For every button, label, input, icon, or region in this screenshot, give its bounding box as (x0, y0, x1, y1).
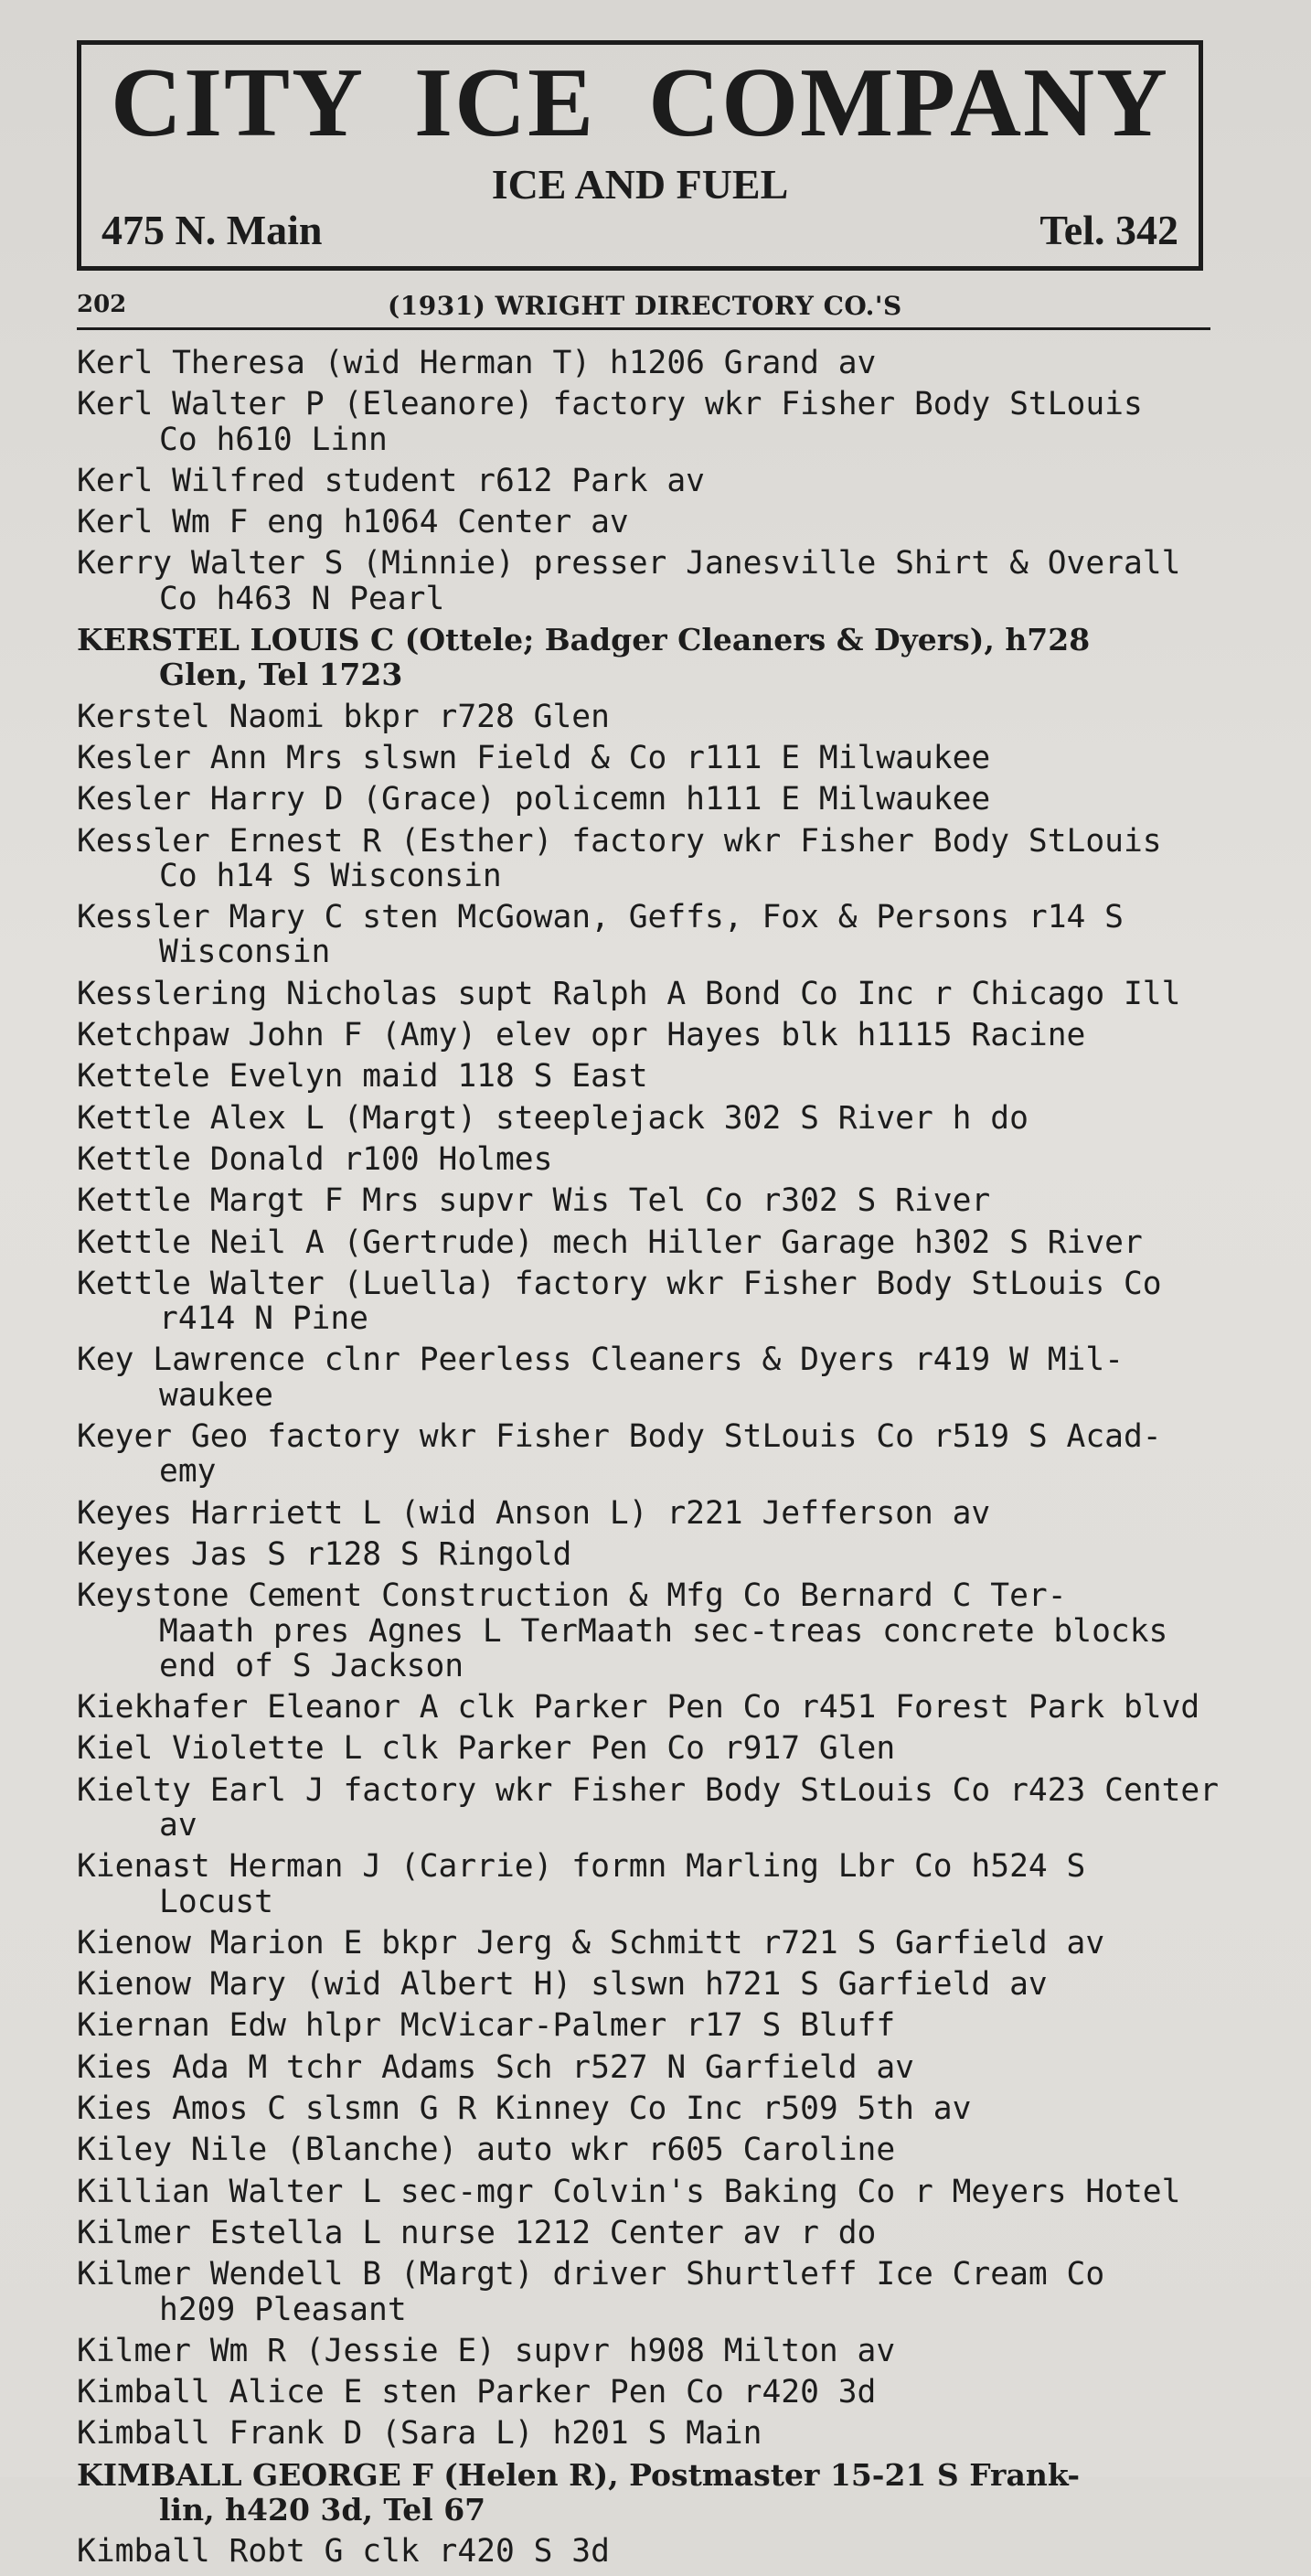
directory-entry (77, 1690, 1214, 1725)
directory-entry (77, 1771, 1220, 1844)
page-number: 202 (77, 291, 127, 318)
directory-entry (77, 623, 1214, 693)
directory-entry (77, 505, 1214, 540)
entry-continuation-line: Co h14 S Wisconsin (159, 857, 502, 894)
entry-line: Kettle Donald r100 Holmes (77, 1140, 553, 1178)
entry-line: Kessler Mary C sten McGowan, Geffs, Fox & Persons r14 S (77, 899, 1124, 936)
running-head: (1931) WRIGHT DIRECTORY CO.'S (388, 291, 902, 321)
entry-line: Keyes Jas S r128 S Ringold (77, 1535, 572, 1573)
entry-line: Kerl Wm F eng h1064 Center av (77, 504, 629, 541)
entry-line: Key Lawrence clnr Peerless Cleaners & Dyers r419 W Mil- (77, 1341, 1124, 1379)
directory-entry (77, 1183, 1214, 1218)
directory-entry (77, 900, 1214, 970)
directory-entry (77, 2216, 1214, 2250)
entry-line: Kesler Ann Mrs slswn Field & Co r111 E Milwaukee (77, 739, 991, 776)
directory-entry (77, 2334, 1214, 2368)
directory-entry (77, 1018, 1214, 1053)
directory-entry (77, 1225, 1214, 1260)
directory-entry (77, 2458, 1214, 2528)
entry-continuation-line: Co h463 N Pearl (159, 580, 445, 617)
entry-line: Kilmer Estella L nurse 1212 Center av r do (77, 2214, 877, 2251)
entry-line: KERSTEL LOUIS C (Ottele; Badger Cleaners & Dyers), h728 (77, 622, 1091, 658)
directory-entry (77, 1926, 1214, 1961)
entry-line: Keystone Cement Construction & Mfg Co Bernard C Ter- (77, 1577, 1067, 1615)
entry-line: Kerry Walter S (Minnie) presser Janesville Shirt & Overall (77, 545, 1181, 583)
directory-entry (77, 546, 1214, 616)
directory-entry (77, 2132, 1214, 2167)
entry-line: Kiernan Edw hlpr McVicar-Palmer r17 S Bluff (77, 2007, 896, 2045)
entry-line: Kettle Alex L (Margt) steeplejack 302 S River h do (77, 1099, 1029, 1137)
entry-line: Kettle Neil A (Gertrude) mech Hiller Garage h302 S River (77, 1224, 1143, 1261)
entry-line: Kimball Robt G clk r420 S 3d (77, 2533, 610, 2571)
entry-line: Kerl Theresa (wid Herman T) h1206 Grand av (77, 345, 877, 381)
directory-entry (77, 700, 1214, 734)
ad-company-name: CITY ICE COMPANY (111, 48, 1169, 157)
directory-entry (77, 824, 1214, 894)
advertisement-box (77, 40, 1203, 271)
entry-line: Kerstel Naomi bkpr r728 Glen (77, 698, 610, 735)
entry-line: Kessler Ernest R (Esther) factory wkr Fisher Body StLouis (77, 822, 1162, 860)
directory-entry (77, 1496, 1214, 1531)
directory-entry (77, 1967, 1214, 2002)
directory-entry (77, 1849, 1214, 1919)
entry-continuation-line: Co h610 Linn (159, 421, 388, 458)
directory-entry (77, 2008, 1214, 2043)
entry-line: Kiel Violette L clk Parker Pen Co r917 Glen (77, 1730, 896, 1768)
entry-line: Kimball Alice E sten Parker Pen Co r420 3d (77, 2374, 877, 2411)
entry-line: Kettele Evelyn maid 118 S East (77, 1058, 648, 1096)
directory-entry (77, 977, 1214, 1011)
directory-entry (77, 346, 1214, 380)
directory-entry (77, 2416, 1214, 2451)
entry-line: Ketchpaw John F (Amy) elev opr Hayes blk h1115 Racine (77, 1017, 1086, 1054)
entry-line: Kilmer Wm R (Jessie E) supvr h908 Milton av (77, 2332, 896, 2369)
entry-line: Kesler Harry D (Grace) policemn h111 E Milwaukee (77, 781, 991, 818)
entry-line: Kerl Walter P (Eleanore) factory wkr Fisher Body StLouis (77, 386, 1143, 423)
directory-entry (77, 782, 1214, 817)
directory-entry (77, 1059, 1214, 1094)
entry-line: Kiekhafer Eleanor A clk Parker Pen Co r451 Forest Park blvd (77, 1689, 1200, 1726)
directory-entry (77, 464, 1214, 498)
entry-line: Kesslering Nicholas supt Ralph A Bond Co Inc r Chicago Ill (77, 975, 1181, 1012)
entry-continuation-line: Maath pres Agnes L TerMaath sec-treas concrete blocks (159, 1612, 1168, 1650)
entry-line: Kienast Herman J (Carrie) formn Marling Lbr Co h524 S (77, 1848, 1086, 1886)
entry-continuation-line: r414 N Pine (159, 1300, 368, 1338)
entry-continuation-line: Locust (159, 1883, 273, 1920)
directory-entry (77, 1142, 1214, 1177)
entry-line: Keyer Geo factory wkr Fisher Body StLouis Co r519 S Acad- (77, 1418, 1162, 1456)
directory-entry (77, 1578, 1214, 1683)
entry-continuation-line: Wisconsin (159, 934, 331, 971)
entry-line: Kienow Mary (wid Albert H) slswn h721 S Garfield av (77, 1966, 1048, 2004)
entry-continuation-line: end of S Jackson (159, 1647, 464, 1684)
entry-line: Keyes Harriett L (wid Anson L) r221 Jefferson av (77, 1494, 991, 1532)
directory-entry (77, 2257, 1214, 2327)
ad-subtitle: ICE AND FUEL (491, 161, 789, 208)
entry-line: Kettle Walter (Luella) factory wkr Fisher Body StLouis Co (77, 1265, 1162, 1302)
directory-entry (77, 1731, 1214, 1766)
entry-continuation-line: lin, h420 3d, Tel 67 (159, 2492, 486, 2528)
entry-line: Kies Amos C slsmn G R Kinney Co Inc r509 5th av (77, 2090, 972, 2128)
entry-line: KIMBALL GEORGE F (Helen R), Postmaster 15-21 S Frank- (77, 2456, 1081, 2493)
entry-line: Kilmer Wendell B (Margt) driver Shurtleff Ice Cream Co (77, 2256, 1105, 2293)
ad-address: 475 N. Main (101, 207, 323, 253)
page-header (77, 291, 1210, 330)
entry-line: Kettle Margt F Mrs supvr Wis Tel Co r302 S River (77, 1182, 991, 1220)
directory-entry (77, 387, 1214, 457)
directory-entry (77, 1342, 1214, 1413)
directory-entries (77, 345, 1220, 2576)
entry-line: Kimball Frank D (Sara L) h201 S Main (77, 2415, 762, 2453)
entry-continuation-line: waukee (159, 1376, 273, 1414)
entry-continuation-line: av (159, 1806, 197, 1844)
directory-entry (77, 2050, 1214, 2085)
entry-line: Kies Ada M tchr Adams Sch r527 N Garfield av (77, 2048, 914, 2086)
directory-entry (77, 741, 1214, 775)
directory-entry (77, 1101, 1214, 1136)
entry-line: Kiley Nile (Blanche) auto wkr r605 Caroline (77, 2132, 896, 2169)
entry-line: Kerl Wilfred student r612 Park av (77, 462, 705, 499)
entry-line: Killian Walter L sec-mgr Colvin's Baking Co r Meyers Hotel (77, 2173, 1181, 2210)
directory-entry (77, 2091, 1214, 2126)
entry-line: Kielty Earl J factory wkr Fisher Body StLouis Co r423 Center (77, 1771, 1220, 1809)
entry-continuation-line: emy (159, 1453, 217, 1491)
directory-entry (77, 2534, 1214, 2569)
directory-entry (77, 1419, 1214, 1490)
entry-continuation-line: Glen, Tel 1723 (159, 657, 403, 693)
entry-line: Kienow Marion E bkpr Jerg & Schmitt r721 S Garfield av (77, 1924, 1105, 1961)
directory-entry (77, 2375, 1214, 2410)
ad-phone: Tel. 342 (1039, 207, 1178, 253)
directory-entry (77, 1537, 1214, 1572)
entry-continuation-line: h209 Pleasant (159, 2291, 407, 2328)
directory-entry (77, 2175, 1214, 2209)
directory-entry (77, 1267, 1214, 1337)
